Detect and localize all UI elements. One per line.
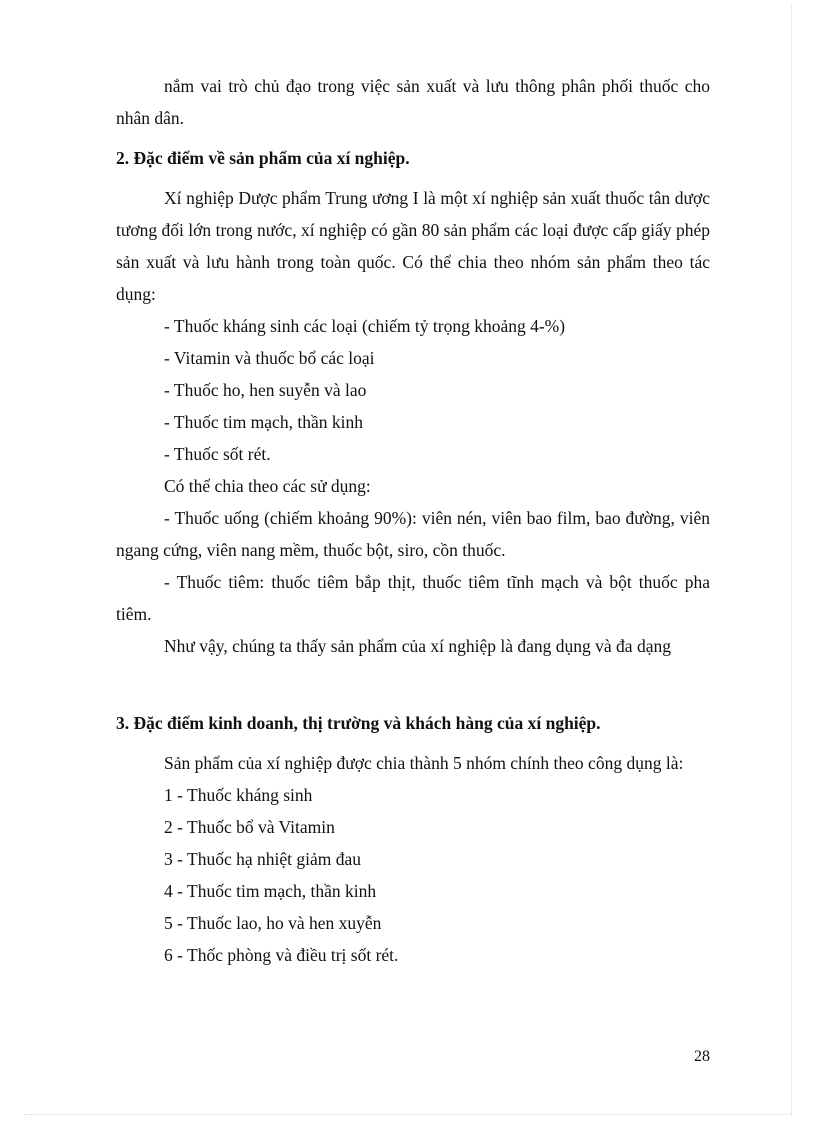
page-number: 28 [694, 1048, 710, 1065]
usage-item-oral: - Thuốc uống (chiếm khoảng 90%): viên nén, viên bao film, bao đường, viên ngang cứng, viên nang mềm, thuốc bột, siro, cồn thuốc. [116, 508, 710, 560]
list-item: - Vitamin và thuốc bổ các loại [164, 348, 375, 368]
section-2-heading: 2. Đặc điểm về sản phẩm của xí nghiệp. [116, 148, 410, 168]
usage-intro: Có thể chia theo các sử dụng: [164, 476, 371, 496]
usage-item-injection: - Thuốc tiêm: thuốc tiêm bắp thịt, thuốc tiêm tĩnh mạch và bột thuốc pha tiêm. [116, 572, 710, 624]
list-item: - Thuốc kháng sinh các loại (chiếm tỷ trọng khoảng 4-%) [164, 316, 566, 336]
list-item: 1 - Thuốc kháng sinh [164, 785, 313, 805]
section-2-intro: Xí nghiệp Dược phẩm Trung ương I là một xí nghiệp sản xuất thuốc tân dược tương đối lớn trong nước, xí nghiệp có gần 80 sản phẩm các loại được cấp giấy phép sản xuất và lưu hành trong toàn quốc. Có thể chia theo nhóm sản phẩm theo tác dụng: [116, 188, 710, 304]
list-item: 5 - Thuốc lao, ho và hen xuyễn [164, 913, 382, 933]
list-item: 6 - Thốc phòng và điều trị sốt rét. [164, 945, 399, 965]
list-item: 2 - Thuốc bổ và Vitamin [164, 817, 335, 837]
list-item: - Thuốc tim mạch, thần kinh [164, 412, 363, 432]
section-2-conclusion: Như vậy, chúng ta thấy sản phẩm của xí nghiệp là đang dụng và đa dạng [164, 636, 671, 656]
list-item: 4 - Thuốc tim mạch, thần kinh [164, 881, 377, 901]
continuation-paragraph: nắm vai trò chủ đạo trong việc sản xuất và lưu thông phân phối thuốc cho nhân dân. [116, 76, 710, 128]
list-item: - Thuốc ho, hen suyễn và lao [164, 380, 367, 400]
list-item: - Thuốc sốt rét. [164, 444, 271, 464]
section-3-intro: Sản phẩm của xí nghiệp được chia thành 5 nhóm chính theo công dụng là: [164, 753, 684, 773]
document-body [116, 70, 710, 971]
list-item: 3 - Thuốc hạ nhiệt giảm đau [164, 849, 361, 869]
group-list [116, 779, 710, 971]
section-3-heading: 3. Đặc điểm kinh doanh, thị trường và khách hàng của xí nghiệp. [116, 713, 601, 733]
effect-list [116, 310, 710, 470]
